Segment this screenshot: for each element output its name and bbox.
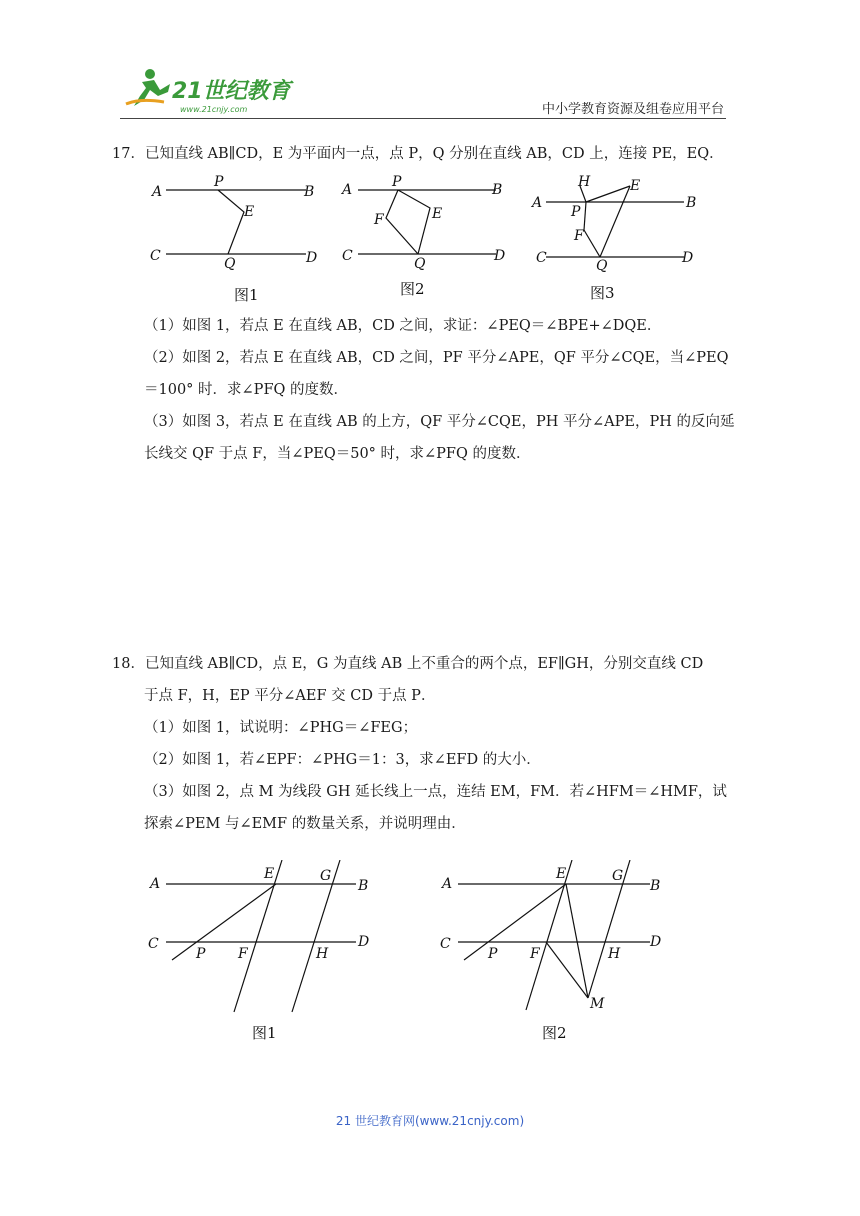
fig-caption: 图1 — [234, 286, 259, 304]
label-Q: Q — [224, 256, 236, 272]
label-B: B — [358, 878, 369, 894]
question-17 — [112, 138, 752, 170]
label-C: C — [342, 248, 353, 264]
fig-caption: 图3 — [590, 284, 615, 302]
label-M: M — [590, 996, 605, 1012]
label-F: F — [238, 946, 248, 962]
q18-part-3a: （3）如图 2，点 M 为线段 GH 延长线上一点，连结 EM，FM．若∠HFM＝∠HMF，试 — [144, 784, 727, 800]
label-H: H — [316, 946, 329, 962]
q17-part-1: （1）如图 1，若点 E 在直线 AB，CD 之间，求证：∠PEQ＝∠BPE+∠DQE． — [144, 318, 662, 334]
label-C: C — [150, 248, 161, 264]
fig-caption: 图2 — [400, 280, 425, 298]
label-F: F — [574, 228, 584, 244]
header-platform-text: 中小学教育资源及组卷应用平台 — [541, 102, 724, 117]
q17-figure-2 — [340, 172, 516, 304]
label-B: B — [686, 195, 697, 211]
fig-caption: 图2 — [542, 1024, 567, 1042]
label-P: P — [214, 174, 224, 190]
logo — [120, 62, 300, 116]
header-rule — [120, 118, 726, 119]
q17-part-3a: （3）如图 3，若点 E 在直线 AB 的上方，QF 平分∠CQE，PH 平分∠APE，PH 的反向延 — [144, 414, 735, 430]
q18-stem-b: 于点 F，H，EP 平分∠AEF 交 CD 于点 P． — [144, 688, 436, 704]
label-E: E — [432, 206, 443, 222]
q17-figure-3 — [528, 172, 704, 304]
label-A: A — [532, 195, 543, 211]
label-E: E — [556, 866, 567, 882]
label-D: D — [358, 934, 370, 950]
q17-figure-1 — [148, 172, 324, 304]
q17-stem: 17．已知直线 AB∥CD，E 为平面内一点，点 P，Q 分别在直线 AB，CD 上，连接 PE，EQ． — [112, 146, 724, 162]
label-F: F — [530, 946, 540, 962]
svg-text:www.21cnjy.com: www.21cnjy.com — [180, 105, 248, 114]
label-A: A — [342, 182, 353, 198]
q18-part-3b: 探索∠PEM 与∠EMF 的数量关系，并说明理由． — [144, 816, 466, 832]
page-header — [120, 62, 726, 122]
q18-figure-1 — [146, 860, 382, 1050]
question-17-parts — [112, 310, 752, 470]
label-F: F — [374, 212, 384, 228]
q18-part-2: （2）如图 1，若∠EPF：∠PHG＝1：3，求∠EFD 的大小． — [144, 752, 541, 768]
label-P: P — [571, 204, 581, 220]
label-B: B — [650, 878, 661, 894]
svg-text:21世纪教育: 21世纪教育 — [172, 79, 291, 104]
label-C: C — [536, 250, 547, 266]
label-P: P — [196, 946, 206, 962]
label-Q: Q — [596, 258, 608, 274]
label-A: A — [442, 876, 453, 892]
label-C: C — [148, 936, 159, 952]
label-D: D — [682, 250, 694, 266]
label-A: A — [152, 184, 163, 200]
label-P: P — [392, 174, 402, 190]
label-G: G — [320, 868, 332, 884]
label-P: P — [488, 946, 498, 962]
label-E: E — [630, 178, 641, 194]
q17-part-2b: ＝100° 时．求∠PFQ 的度数． — [144, 382, 348, 398]
label-H: H — [578, 174, 591, 190]
label-C: C — [440, 936, 451, 952]
fig-caption: 图1 — [252, 1024, 277, 1042]
label-H: H — [608, 946, 621, 962]
label-D: D — [306, 250, 318, 266]
label-B: B — [304, 184, 315, 200]
label-E: E — [264, 866, 275, 882]
label-G: G — [612, 868, 624, 884]
q18-part-1: （1）如图 1，试说明：∠PHG＝∠FEG； — [144, 720, 418, 736]
label-Q: Q — [414, 256, 426, 272]
q17-part-3b: 长线交 QF 于点 F，当∠PEQ＝50° 时，求∠PFQ 的度数． — [144, 446, 531, 462]
page-footer[interactable]: 21 世纪教育网(www.21cnjy.com) — [335, 1114, 525, 1128]
label-E: E — [244, 204, 255, 220]
question-18 — [112, 648, 752, 840]
q18-figure-2 — [438, 860, 674, 1050]
label-B: B — [492, 182, 503, 198]
label-D: D — [650, 934, 662, 950]
label-A: A — [150, 876, 161, 892]
label-D: D — [494, 248, 506, 264]
q18-stem-a: 18．已知直线 AB∥CD，点 E，G 为直线 AB 上不重合的两个点，EF∥GH，分别交直线 CD — [112, 656, 704, 672]
q17-part-2a: （2）如图 2，若点 E 在直线 AB，CD 之间，PF 平分∠APE，QF 平分∠CQE，当∠PEQ — [144, 350, 729, 366]
